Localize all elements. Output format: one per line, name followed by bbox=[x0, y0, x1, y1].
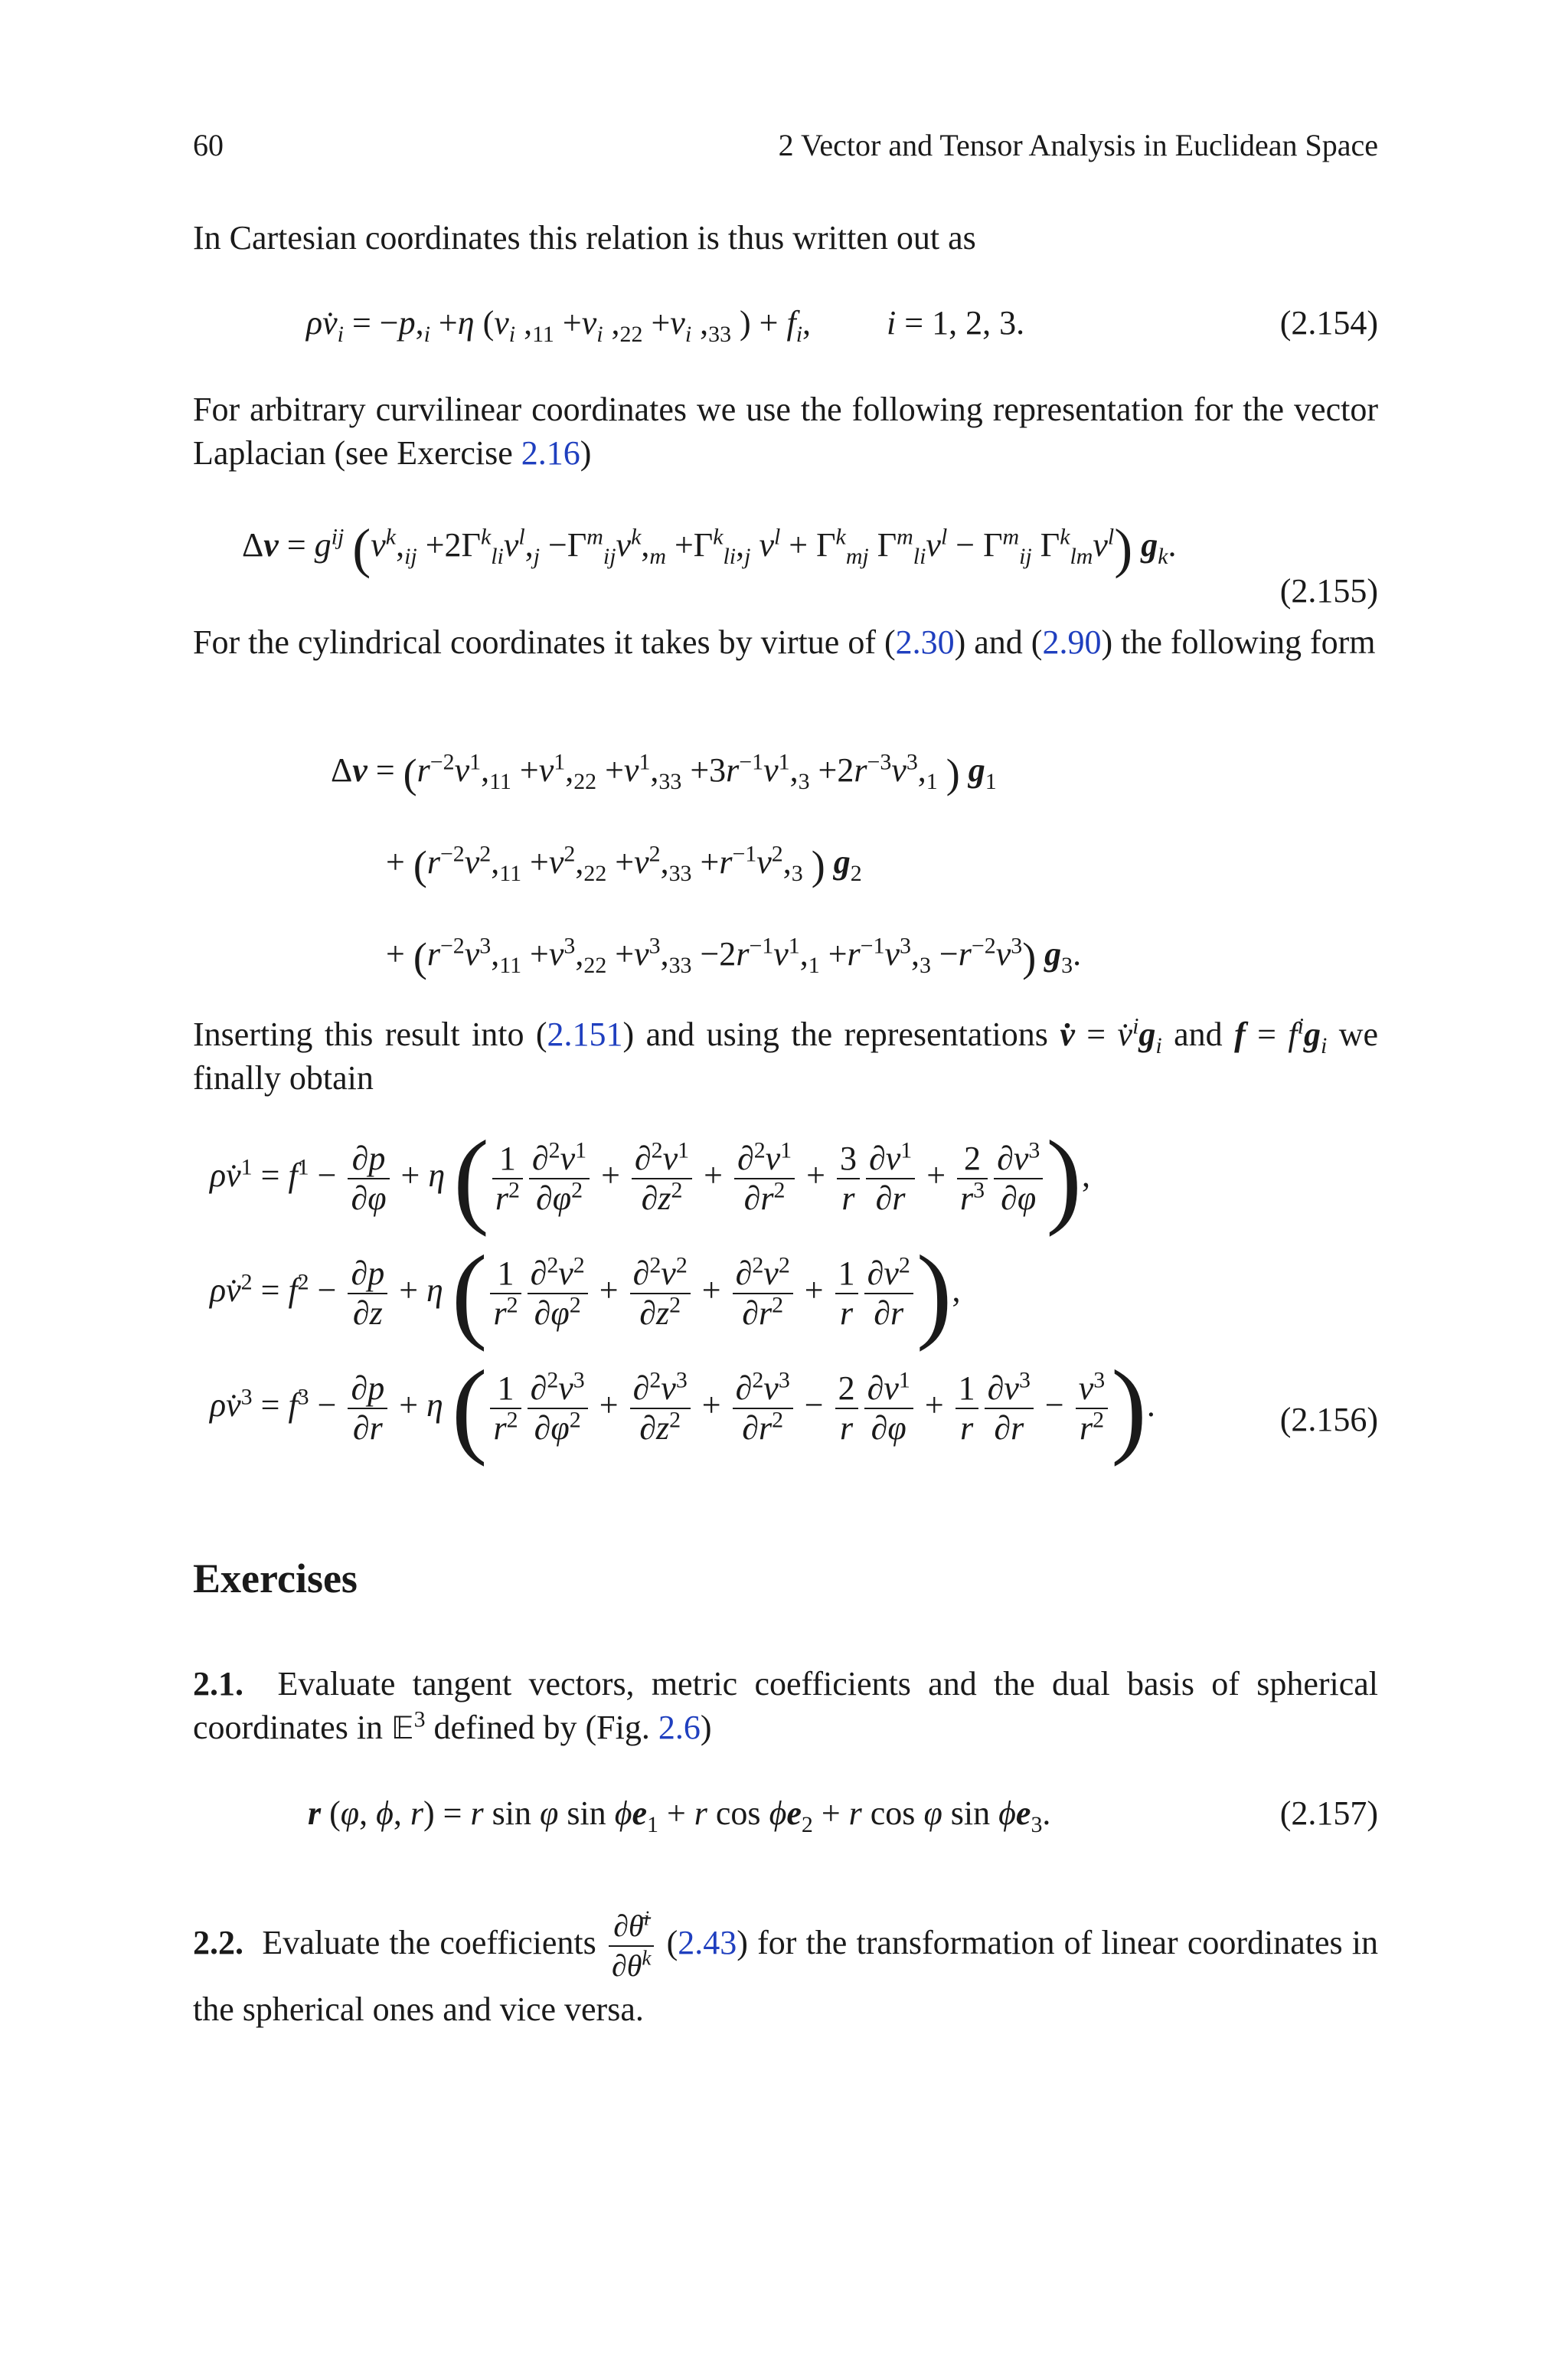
ref-link-eq-2-151[interactable]: 2.151 bbox=[547, 1016, 623, 1053]
equation-body: r (φ, ϕ, r) = r sin φ $\sin \phi e_1 + r$ $\cos \phi e_2 + r$ cos φ $\sin \phi e_3$. bbox=[308, 1794, 1051, 1837]
equation-cylindrical-laplacian bbox=[193, 747, 1378, 980]
ref-link-eq-2-43[interactable]: 2.43 bbox=[678, 1924, 737, 1962]
paragraph-curvilinear: For arbitrary curvilinear coordinates we use the following representation for the vector Laplacian (see Exercise 2.16) bbox=[193, 391, 1378, 472]
equation-2-155 bbox=[193, 517, 1378, 614]
paragraph-inserting: Inserting this result into (2.151) and using the representations v̇ = $v̇^ig_i$ and $f = f^ig_i$ we finally obtain bbox=[193, 1013, 1379, 1097]
equation-number: (2.154) bbox=[1279, 304, 1378, 342]
equation-line-3: + $(r^{-2}v^3,_{11} +v^3,_{22} +v^3,_{33} -2r^{-1}v^1,_1 +r^{-1}v^3,_3 -r^{-2}v^3)$ $g_3$. bbox=[386, 933, 1082, 980]
equation-2-157 bbox=[193, 1791, 1378, 1837]
page-header bbox=[193, 127, 1378, 170]
ref-link-eq-2-30[interactable]: 2.30 bbox=[895, 623, 955, 661]
equation-number: (2.156) bbox=[1279, 1401, 1378, 1438]
equation-line-2: + ($r^{-2}v^2,_{11} +v^2,_{22} +v^2,_{33} +r^{-1}v^2,_3$ ) $g_2$ bbox=[386, 841, 862, 888]
exercise-2-1: 2.1. Evaluate tangent vectors, metric coefficients and the dual basis of spherical coordinates in 𝔼$^3$ defined by (Fig. 2.6) bbox=[193, 1665, 1379, 1746]
ref-link-eq-2-90[interactable]: 2.90 bbox=[1042, 623, 1102, 661]
equation-body: $\Delta v = g^{ij}$ ($v^k,_{ij} +2\Gamma^k_{li}v^l,_j -\Gamma^m_{ij}v^k,_m +\Gamma^k_{li},_j$ $v^l + \Gamma^k_{mj}$ $\Gamma^m_{li}v^l - \Gamma^m_{ij}$ $\Gamma^k_{lm}v^l$) $g_k$. bbox=[242, 517, 1177, 579]
paragraph-cylindrical: For the cylindrical coordinates it takes by virtue of (2.30) and (2.90) the following form bbox=[193, 623, 1376, 661]
ref-link-figure[interactable]: 2.6 bbox=[658, 1709, 701, 1746]
ref-link-exercise[interactable]: 2.16 bbox=[521, 434, 580, 472]
exercise-2-2: 2.2. Evaluate the coefficients $\frac{\partial\thetā^i}{\partial\theta^k}$ (2.43) for the transformation of linear coordinates in the spherical ones and vice versa. bbox=[193, 1906, 1379, 2028]
equation-line-3: ρv̇$^3$ = $f^3$ − $\frac{\partial p}{\partial r}$ + η ( $\frac{1}{r^2}$ $\frac{\partial^2v^3}{\partial\varphi^2}$ + $\frac{\partial^2v^3}{\partial z^2}$ + $\frac{\partial^2v^3}{\partial r^2}$ − $\frac{2}{r}$ $\frac{\partial v^1}{\partial\varphi}$ + $\frac{1}{r}$ $\frac{\partial v^3}{\partial r}$ − $\frac{v^3}{r^2}$ ). bbox=[210, 1349, 1155, 1467]
equation-line-1: ρv̇$^1$ = $f^1$ − $\frac{\partial p}{\partial\varphi}$ + η ( $\frac{1}{r^2}$ $\frac{\partial^2v^1}{\partial\varphi^2}$ + $\frac{\partial^2v^1}{\partial z^2}$ + $\frac{\partial^2v^1}{\partial r^2}$ + $\frac{3}{r}$ $\frac{\partial v^1}{\partial r}$ + $\frac{2}{r^3}$ $\frac{\partial v^3}{\partial\varphi}$ ), bbox=[210, 1119, 1090, 1238]
equation-line-1: $\Delta v = (r^{-2}v^1,_{11} +v^1,_{22} +v^1,_{33} +3r^{-1}v^1,_3 +2r^{-3}v^3,_1$ ) $g_1$ bbox=[331, 749, 997, 796]
equation-number: (2.155) bbox=[1279, 572, 1378, 610]
equation-number: (2.157) bbox=[1279, 1794, 1378, 1832]
equation-body: $\rho v̇_i = -p,_i +\eta$ ($v_i$ $,_{11} +v_i$ $,_{22} +v_i$ $,_{33}$ ) + $f_i$, i = 1, 2, 3. bbox=[306, 304, 1025, 347]
equation-line-2: ρv̇$^2$ = $f^2$ − $\frac{\partial p}{\partial z}$ + η ( $\frac{1}{r^2}$ $\frac{\partial^2v^2}{\partial\varphi^2}$ + $\frac{\partial^2v^2}{\partial z^2}$ + $\frac{\partial^2v^2}{\partial r^2}$ + $\frac{1}{r}$ $\frac{\partial v^2}{\partial r}$ ), bbox=[210, 1234, 961, 1353]
exercise-number: 2.2. bbox=[193, 1924, 243, 1962]
running-head: 2 Vector and Tensor Analysis in Euclidean Space bbox=[778, 128, 1378, 162]
equation-2-156 bbox=[193, 1119, 1378, 1467]
page-number: 60 bbox=[193, 128, 224, 162]
equation-2-154 bbox=[193, 300, 1378, 346]
section-title: Exercises bbox=[193, 1555, 358, 1601]
paragraph-cartesian: In Cartesian coordinates this relation is thus written out as bbox=[193, 219, 976, 257]
exercise-number: 2.1. bbox=[193, 1665, 243, 1703]
